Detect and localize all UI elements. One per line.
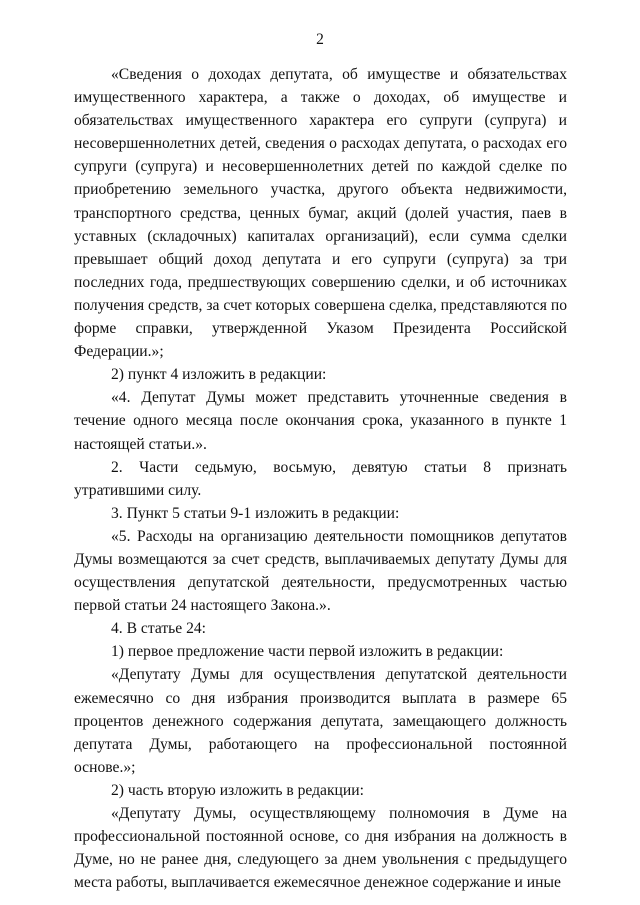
- page-number: 2: [316, 31, 324, 48]
- paragraph-item-4-heading: 2) пункт 4 изложить в редакции:: [111, 366, 327, 384]
- paragraph-article-9-1-heading: 3. Пункт 5 статьи 9-1 изложить в редакции:: [111, 504, 400, 522]
- paragraph-item-4-text: «4. Депутат Думы может представить уточненные сведения в течение одного месяца после окончания срока, указанного в пункте 1 настоящей статьи.».: [74, 389, 567, 453]
- paragraph-reporting-information: «Сведения о доходах депутата, об имуществе и обязательствах имущественного характера, а также о доходах, об имуществе и обязательствах имущественного характера его супруги (супруга) и несовершеннолетних детей, сведения о расходах депутата, о расходах его супруги (супруга) и несовершеннолетних детей по каждой сделке по приобретению земельного участка, другого объекта недвижимости, транспортного средства, ценных бумаг, акций (долей участия, паев в уставных (складочных) капиталах организаций), если сумма сделки превышает общий доход депутата и его супруги (супруга) за три последних года, предшествующих совершению сделки, и об источниках получения средств, за счет которых совершена сделка, представляются по форме справки, утвержденной Указом Президента Российской Федерации.»;: [74, 66, 567, 361]
- paragraph-article-24-part-1-heading: 1) первое предложение части первой изложить в редакции:: [111, 643, 504, 661]
- paragraph-article-9-1-text: «5. Расходы на организацию деятельности помощников депутатов Думы возмещаются за счет средств, выплачиваемых депутату Думы для осуществления депутатской деятельности, предусмотренных частью первой статьи 24 настоящего Закона.».: [74, 527, 567, 615]
- paragraph-article-24-part-2-heading: 2) часть вторую изложить в редакции:: [111, 781, 364, 799]
- paragraph-article-24-part-1-text: «Депутату Думы для осуществления депутатской деятельности ежемесячно со дня избрания производится выплата в размере 65 процентов денежного содержания депутата, замещающего должность депутата Думы, работающего на профессиональной постоянной основе.»;: [74, 666, 567, 776]
- paragraph-article-8-repeal: 2. Части седьмую, восьмую, девятую статьи 8 признать утратившими силу.: [74, 458, 567, 499]
- paragraph-article-24-part-2-text: «Депутату Думы, осуществляющему полномочия в Думе на профессиональной постоянной основе, со дня избрания на должность в Думе, но не ранее дня, следующего за днем увольнения с предыдущего места работы, выплачивается ежемесячное денежное содержание и иные: [74, 805, 567, 892]
- document-body: [74, 63, 567, 894]
- paragraph-article-24-heading: 4. В статье 24:: [111, 620, 207, 638]
